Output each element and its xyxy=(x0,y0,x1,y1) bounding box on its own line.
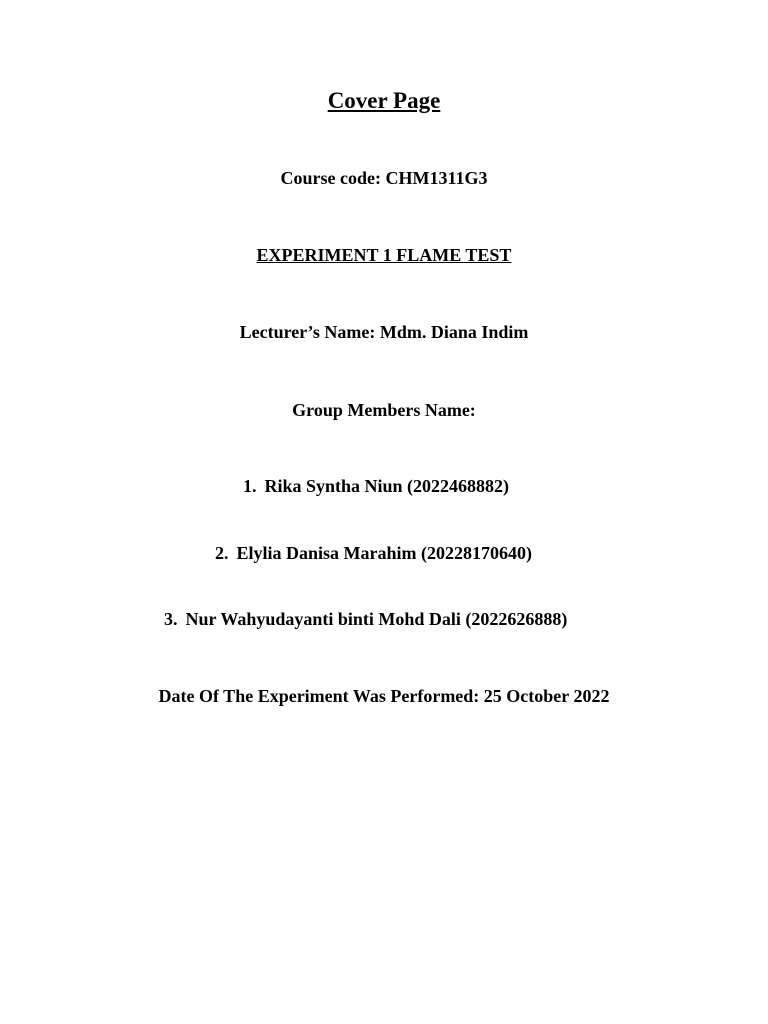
member-number: 2. xyxy=(215,543,229,563)
experiment-title: EXPERIMENT 1 FLAME TEST xyxy=(256,245,512,265)
member-list-item xyxy=(164,609,567,630)
member-name: Nur Wahyudayanti binti Mohd Dali (2022626888) xyxy=(185,609,568,629)
member-number: 3. xyxy=(164,609,178,629)
course-code: Course code: CHM1311G3 xyxy=(280,168,488,188)
experiment-date: Date Of The Experiment Was Performed: 25 October 2022 xyxy=(158,686,610,706)
member-name: Rika Syntha Niun (2022468882) xyxy=(264,476,510,496)
member-list-item xyxy=(243,476,509,497)
group-members-heading: Group Members Name: xyxy=(292,400,476,420)
member-list-item xyxy=(215,543,532,564)
lecturer-name: Lecturer’s Name: Mdm. Diana Indim xyxy=(239,322,529,342)
member-name: Elylia Danisa Marahim (20228170640) xyxy=(236,543,532,563)
page-title: Cover Page xyxy=(327,88,441,113)
member-number: 1. xyxy=(243,476,257,496)
